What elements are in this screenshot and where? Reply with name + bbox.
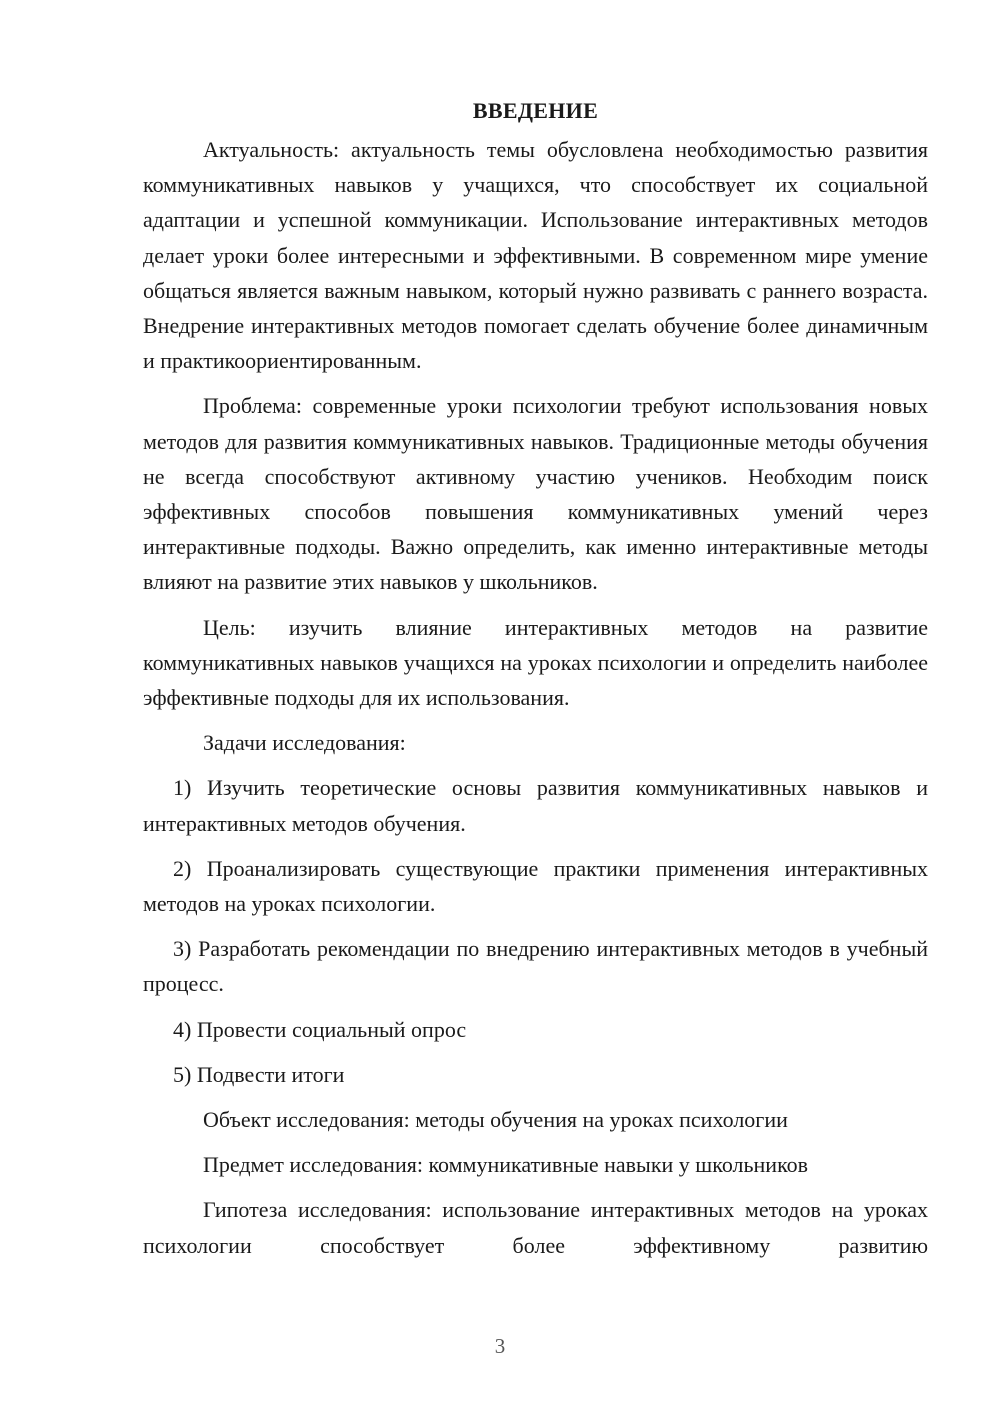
- list-item-task-4: 4) Провести социальный опрос: [173, 1016, 467, 1042]
- paragraph-object: Объект исследования: методы обучения на уроках психологии: [203, 1107, 788, 1133]
- page-title: ВВЕДЕНИЕ: [472, 98, 599, 123]
- paragraph-relevance: Актуальность: актуальность темы обусловлена необходимостью развития коммуникативных навыков у учащихся, что способствует их социальной адаптации и успешной коммуникации. Использование интерактивных методов делает уроки более интересными и эффективными. В современном мире умение общаться является важным навыком, который нужно развивать с раннего возраста. Внедрение интерактивных методов помогает сделать обучение более динамичным и практикоориентированным.: [143, 137, 928, 374]
- list-item-task-5: 5) Подвести итоги: [173, 1061, 345, 1087]
- paragraph-problem: Проблема: современные уроки психологии требуют использования новых методов для развития коммуникативных навыков. Традиционные методы обучения не всегда способствуют активному участию учеников. Необходим поиск эффективных способов повышения коммуникативных умений через интерактивные подходы. Важно определить, как именно интерактивные методы влияют на развитие этих навыков у школьников.: [143, 393, 928, 595]
- list-item-task-3: 3) Разработать рекомендации по внедрению интерактивных методов в учебный процесс.: [143, 936, 928, 997]
- tasks-title: Задачи исследования:: [203, 730, 406, 756]
- paragraph-hypothesis: Гипотеза исследования: использование интерактивных методов на уроках психологии способствует более эффективному развитию: [143, 1197, 928, 1258]
- paragraph-subject: Предмет исследования: коммуникативные навыки у школьников: [203, 1152, 809, 1178]
- document-page: [143, 96, 928, 1263]
- list-item-task-1: 1) Изучить теоретические основы развития коммуникативных навыков и интерактивных методов обучения.: [143, 775, 928, 836]
- page-number: 3: [494, 1334, 506, 1358]
- paragraph-goal: Цель: изучить влияние интерактивных методов на развитие коммуникативных навыков учащихся на уроках психологии и определить наиболее эффективные подходы для их использования.: [143, 614, 928, 711]
- list-item-task-2: 2) Проанализировать существующие практики применения интерактивных методов на уроках психологии.: [143, 855, 928, 917]
